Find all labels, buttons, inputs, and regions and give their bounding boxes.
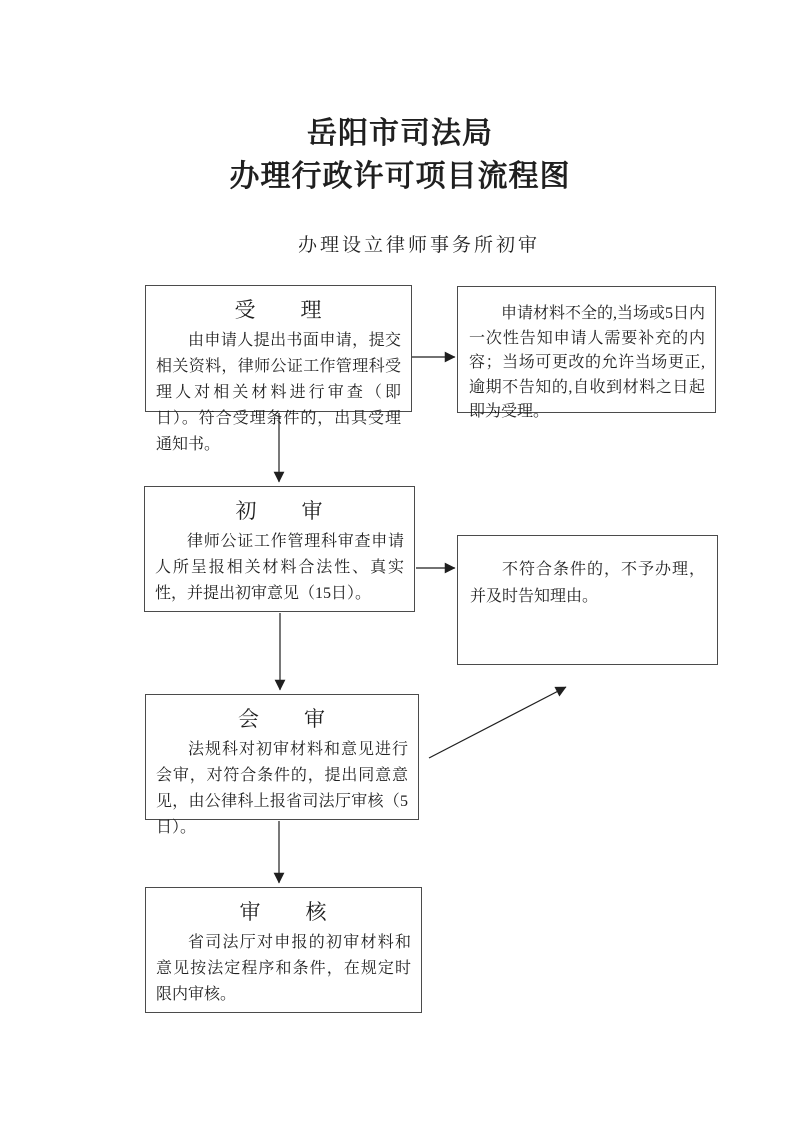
joint-review-step-body: 法规科对初审材料和意见进行会审，对符合条件的，提出同意意见，由公律科上报省司法厅审核（5日）。 — [156, 741, 408, 836]
rejection-note-body: 不符合条件的，不予办理，并及时告知理由。 — [470, 561, 705, 605]
incomplete-materials-note-body: 申请材料不全的,当场或5日内一次性告知申请人需要补充的内容；当场可更改的允许当场更正,逾期不告知的,自收到材料之日起即为受理。 — [469, 305, 706, 420]
acceptance-step-box — [145, 285, 412, 453]
final-review-step-body: 省司法厅对申报的初审材料和意见按法定程序和条件，在规定时限内审核。 — [156, 934, 411, 1003]
joint-review-step-box — [145, 694, 419, 836]
document-title — [0, 112, 800, 198]
rejection-note-box — [457, 535, 718, 665]
initial-review-step-heading: 初 审 — [235, 499, 324, 523]
acceptance-step-body: 由申请人提出书面申请，提交相关资料，律师公证工作管理科受理人对相关材料进行审查（即日）。符合受理条件的，出具受理通知书。 — [156, 332, 401, 453]
final-review-step-heading: 审 核 — [239, 900, 328, 924]
document-title-line2: 办理行政许可项目流程图 — [229, 160, 571, 193]
initial-review-step-box — [144, 486, 415, 612]
document-subtitle: 办理设立律师事务所初审 — [297, 235, 540, 256]
final-review-step-box — [145, 887, 422, 1013]
arrow-joint-review-to-rejection-note — [429, 687, 566, 758]
incomplete-materials-note-box — [457, 286, 716, 420]
joint-review-step-heading: 会 审 — [238, 707, 326, 731]
initial-review-step-body: 律师公证工作管理科审查申请人所呈报相关材料合法性、真实性，并提出初审意见（15日）。 — [155, 533, 404, 602]
acceptance-step-heading: 受 理 — [234, 298, 323, 322]
document-title-line1: 岳阳市司法局 — [307, 117, 493, 150]
